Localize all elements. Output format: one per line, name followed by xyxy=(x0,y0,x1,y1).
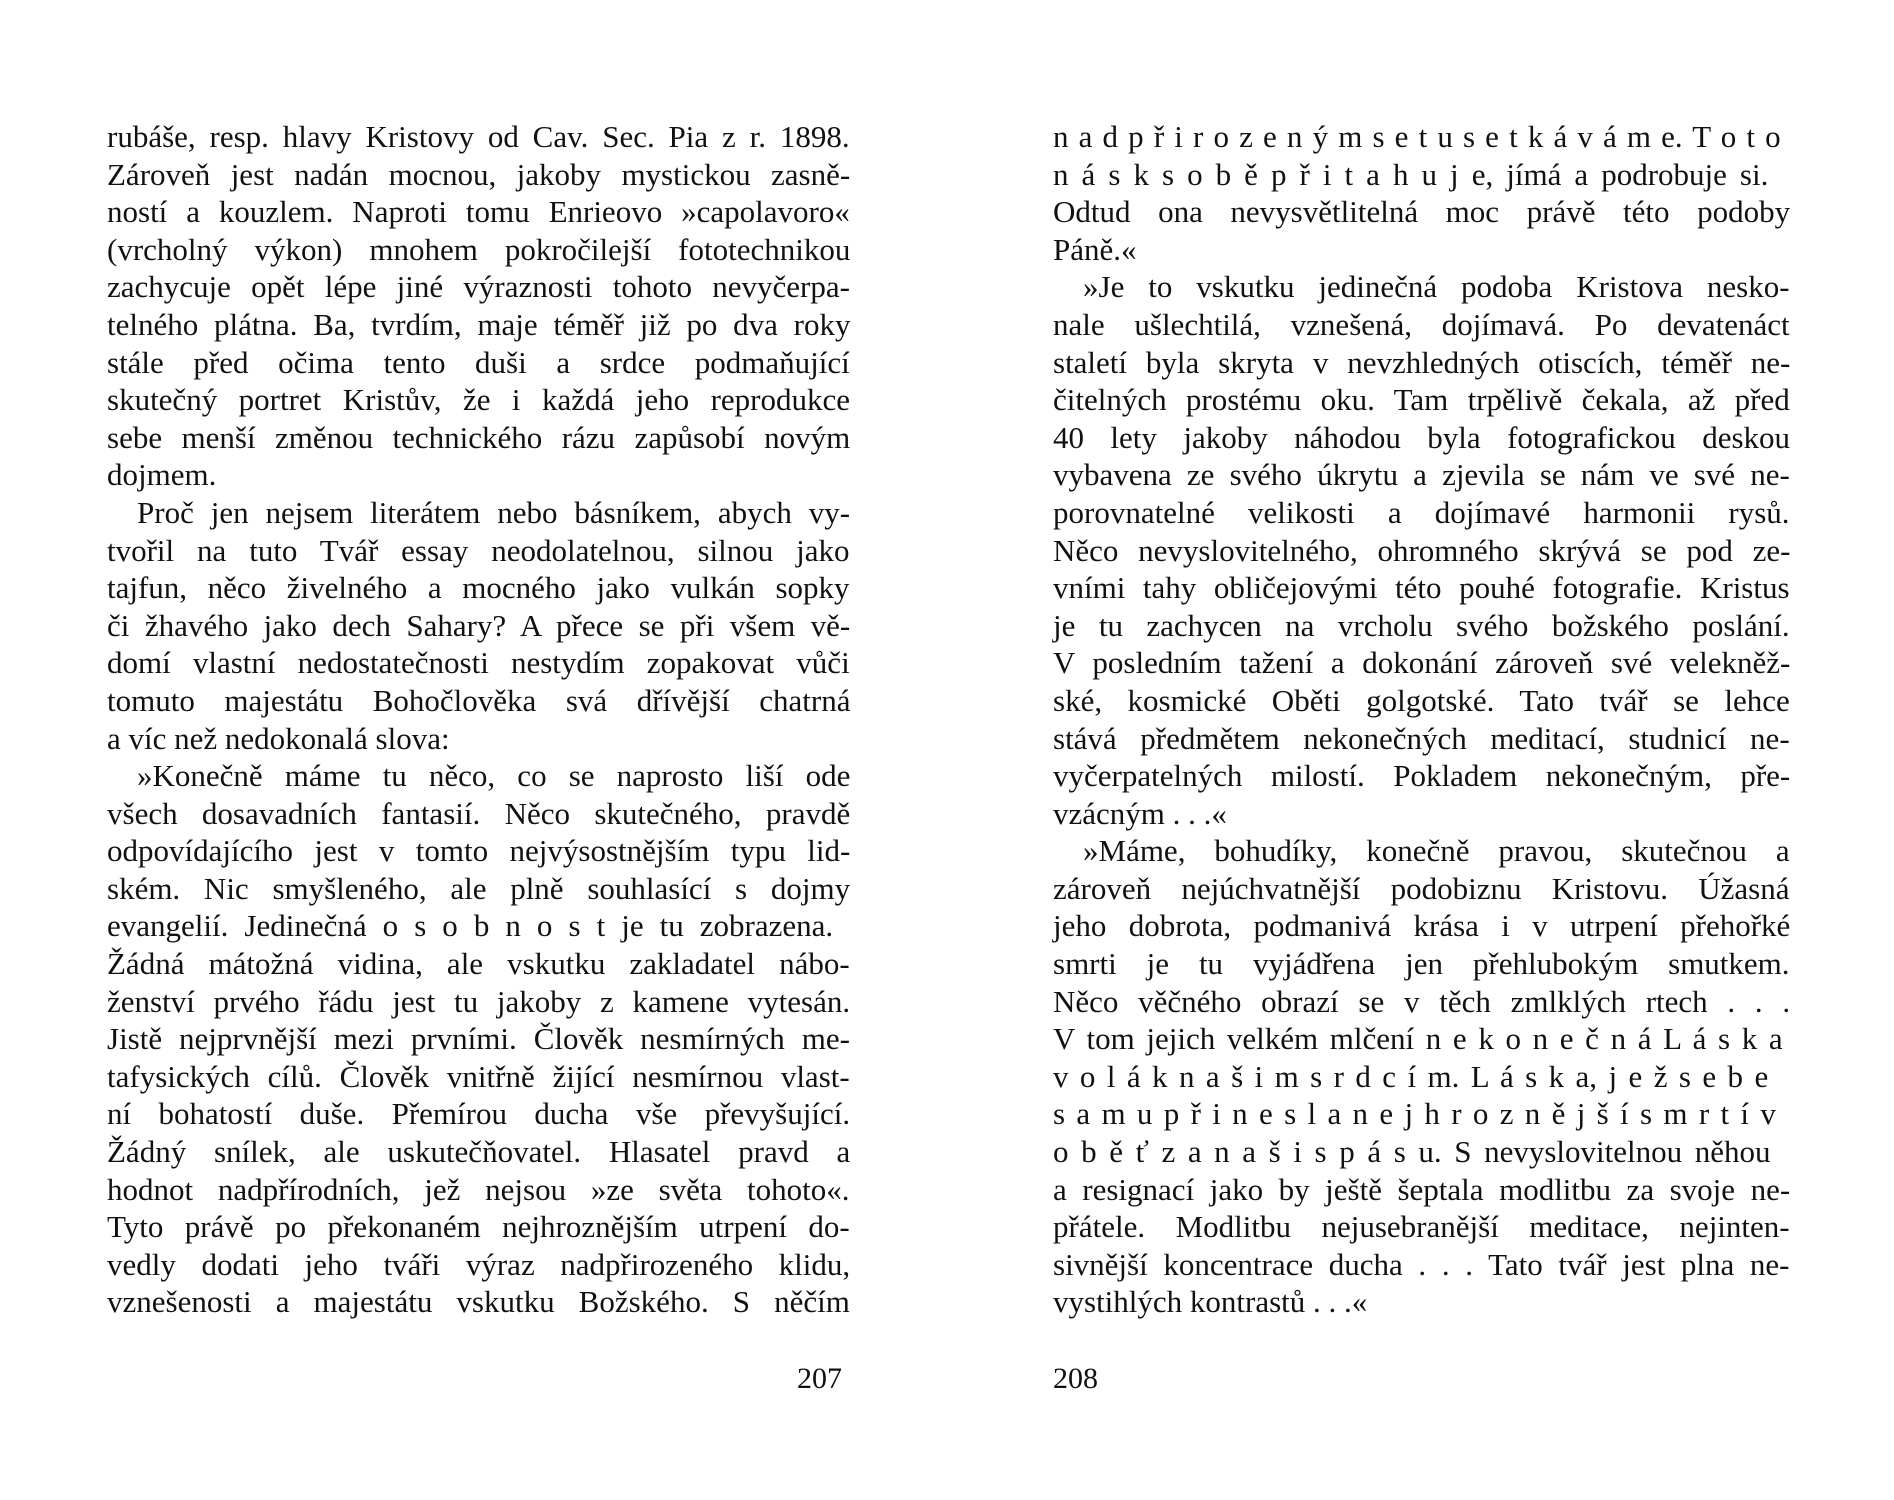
text-line: či žhavého jako dech Sahary? A přece se při všem vě- xyxy=(107,607,851,643)
text-line: vedly dodati jeho tváři výraz nadpřirozeného klidu, xyxy=(107,1246,851,1282)
text-line: Odtud ona nevysvětlitelná moc právě této podoby xyxy=(1053,194,1791,230)
text-line: sivnější koncentrace ducha . . . Tato tvář jest plna ne- xyxy=(1053,1246,1790,1282)
text-line: tafysických cílů. Člověk vnitřně žijící nesmírnou vlast- xyxy=(107,1058,850,1094)
text-line: je tu zachycen na vrcholu svého božského poslání. xyxy=(1053,607,1790,643)
text-line: a resignací jako by ještě šeptala modlitbu za svoje ne- xyxy=(1053,1171,1791,1207)
text-line: Žádný snílek, ale uskutečňovatel. Hlasatel pravd a xyxy=(107,1134,851,1170)
text-line: Proč jen nejsem literátem nebo básníkem, abych vy- xyxy=(137,494,851,530)
left-page-number: 207 xyxy=(797,1362,842,1395)
text-line: staletí byla skryta v nevzhledných otiscích, téměř ne- xyxy=(1053,344,1791,380)
text-line: ženství prvého řádu jest tu jakoby z kamene vytesán. xyxy=(107,983,851,1019)
text-line: V tom jejich velkém mlčení n e k o n e č n á L á s k a xyxy=(1053,1021,1783,1057)
text-line: tomuto majestátu Bohočlověka svá dřívější chatrná xyxy=(107,682,851,718)
text-line: ské, kosmické Oběti golgotské. Tato tvář se lehce xyxy=(1053,682,1790,718)
right-page-number: 208 xyxy=(1053,1362,1098,1395)
text-line: nale ušlechtilá, vznešená, dojímavá. Po devatenáct xyxy=(1053,306,1790,342)
text-line: s a m u p ř i n e s l a n e j h r o z n ě j š í s m r t í v xyxy=(1053,1096,1776,1132)
text-line: n a d p ř i r o z e n ý m s e t u s e t k á v á m e. T o t o xyxy=(1053,119,1781,154)
text-line: vybavena ze svého úkrytu a zjevila se nám ve své ne- xyxy=(1053,457,1790,493)
text-line: smrti je tu vyjádřena jen přehlubokým smutkem. xyxy=(1053,946,1790,982)
text-line: hodnot nadpřírodních, jež nejsou »ze světa tohoto«. xyxy=(107,1171,850,1207)
text-line: V posledním tažení a dokonání zároveň své velekněž- xyxy=(1053,645,1791,681)
right-page xyxy=(947,0,1894,1500)
text-line: čitelných prostému oku. Tam trpělivě čekala, až před xyxy=(1053,382,1790,418)
text-line: vystihlých kontrastů . . .« xyxy=(1053,1284,1368,1320)
text-line: Zároveň jest nadán mocnou, jakoby mystickou zasně- xyxy=(107,156,851,192)
text-line: »Máme, bohudíky, konečně pravou, skutečnou a xyxy=(1083,833,1790,869)
text-line: a víc než nedokonalá slova: xyxy=(107,720,450,756)
text-line: jeho dobrota, podmanivá krása i v utrpení přehořké xyxy=(1053,908,1791,944)
text-line: všech dosavadních fantasií. Něco skutečného, pravdě xyxy=(107,795,851,831)
text-line: zachycuje opět lépe jiné výraznosti tohoto nevyčerpa- xyxy=(107,269,850,305)
text-line: přátele. Modlitbu nejusebranější meditace, nejinten- xyxy=(1053,1209,1790,1245)
text-line: tvořil na tuto Tvář essay neodolatelnou, silnou jako xyxy=(107,532,850,568)
text-line: vzácným . . .« xyxy=(1053,795,1227,831)
text-line: porovnatelné velikosti a dojímavé harmonii rysů. xyxy=(1053,494,1790,530)
text-line: ností a kouzlem. Naproti tomu Enrieovo »capolavoro« xyxy=(107,194,850,230)
text-line: v o l á k n a š i m s r d c í m. L á s k a, j e ž s e b e xyxy=(1053,1058,1769,1094)
text-line: stále před očima tento duši a srdce podmaňující xyxy=(107,344,850,380)
text-line: rubáše, resp. hlavy Kristovy od Cav. Sec. Pia z r. 1898. xyxy=(107,119,850,154)
text-line: vyčerpatelných milostí. Pokladem nekonečným, pře- xyxy=(1053,758,1791,794)
text-line: ní bohatostí duše. Přemírou ducha vše převyšující. xyxy=(107,1096,851,1132)
text-line: zároveň nejúchvatnější podobiznu Kristovu. Úžasná xyxy=(1053,870,1790,906)
text-line: (vrcholný výkon) mnohem pokročilejší fototechnikou xyxy=(107,231,851,267)
text-line: Něco věčného obrazí se v těch zmlklých rtech . . . xyxy=(1053,983,1791,1019)
text-line: stává předmětem nekonečných meditací, studnicí ne- xyxy=(1053,720,1790,756)
text-line: vznešenosti a majestátu vskutku Božského. S něčím xyxy=(107,1284,850,1320)
text-line: »Je to vskutku jedinečná podoba Kristova nesko- xyxy=(1083,269,1790,305)
text-line: tajfun, něco živelného a mocného jako vulkán sopky xyxy=(107,570,850,606)
text-line: skutečný portret Kristův, že i každá jeho reprodukce xyxy=(107,382,850,418)
text-line: Něco nevyslovitelného, ohromného skrývá se pod ze- xyxy=(1053,532,1791,568)
right-page-text-column xyxy=(1053,118,1790,1321)
text-line: sebe menší změnou technického rázu zapůsobí novým xyxy=(107,419,851,455)
text-line: 40 lety jakoby náhodou byla fotografickou deskou xyxy=(1053,419,1791,455)
text-line: Tyto právě po překonaném nejhroznějším utrpení do- xyxy=(107,1209,850,1245)
text-line: Žádná mátožná vidina, ale vskutku zakladatel nábo- xyxy=(107,946,850,982)
text-line: dojmem. xyxy=(107,457,217,493)
left-page-text-column xyxy=(107,118,850,1321)
text-line: evangelií. Jedinečná o s o b n o s t je tu zobrazena. xyxy=(107,908,834,944)
text-line: telného plátna. Ba, tvrdím, maje téměř již po dva roky xyxy=(107,306,851,342)
text-line: ském. Nic smyšleného, ale plně souhlasící s dojmy xyxy=(107,870,851,906)
text-line: odpovídajícího jest v tomto nejvýsostnějším typu lid- xyxy=(107,833,851,869)
text-line: domí vlastní nedostatečnosti nestydím zopakovat vůči xyxy=(107,645,850,681)
text-line: Jistě nejprvnější mezi prvními. Člověk nesmírných me- xyxy=(107,1021,850,1057)
text-line: Páně.« xyxy=(1053,231,1137,267)
text-line: vními tahy obličejovými této pouhé fotografie. Kristus xyxy=(1053,570,1790,606)
text-line: o b ě ť z a n a š i s p á s u. S nevyslovitelnou něhou xyxy=(1053,1134,1771,1170)
text-line: n á s k s o b ě p ř i t a h u j e, jímá a podrobuje si. xyxy=(1053,156,1769,192)
text-line: »Konečně máme tu něco, co se naprosto liší ode xyxy=(137,758,851,794)
